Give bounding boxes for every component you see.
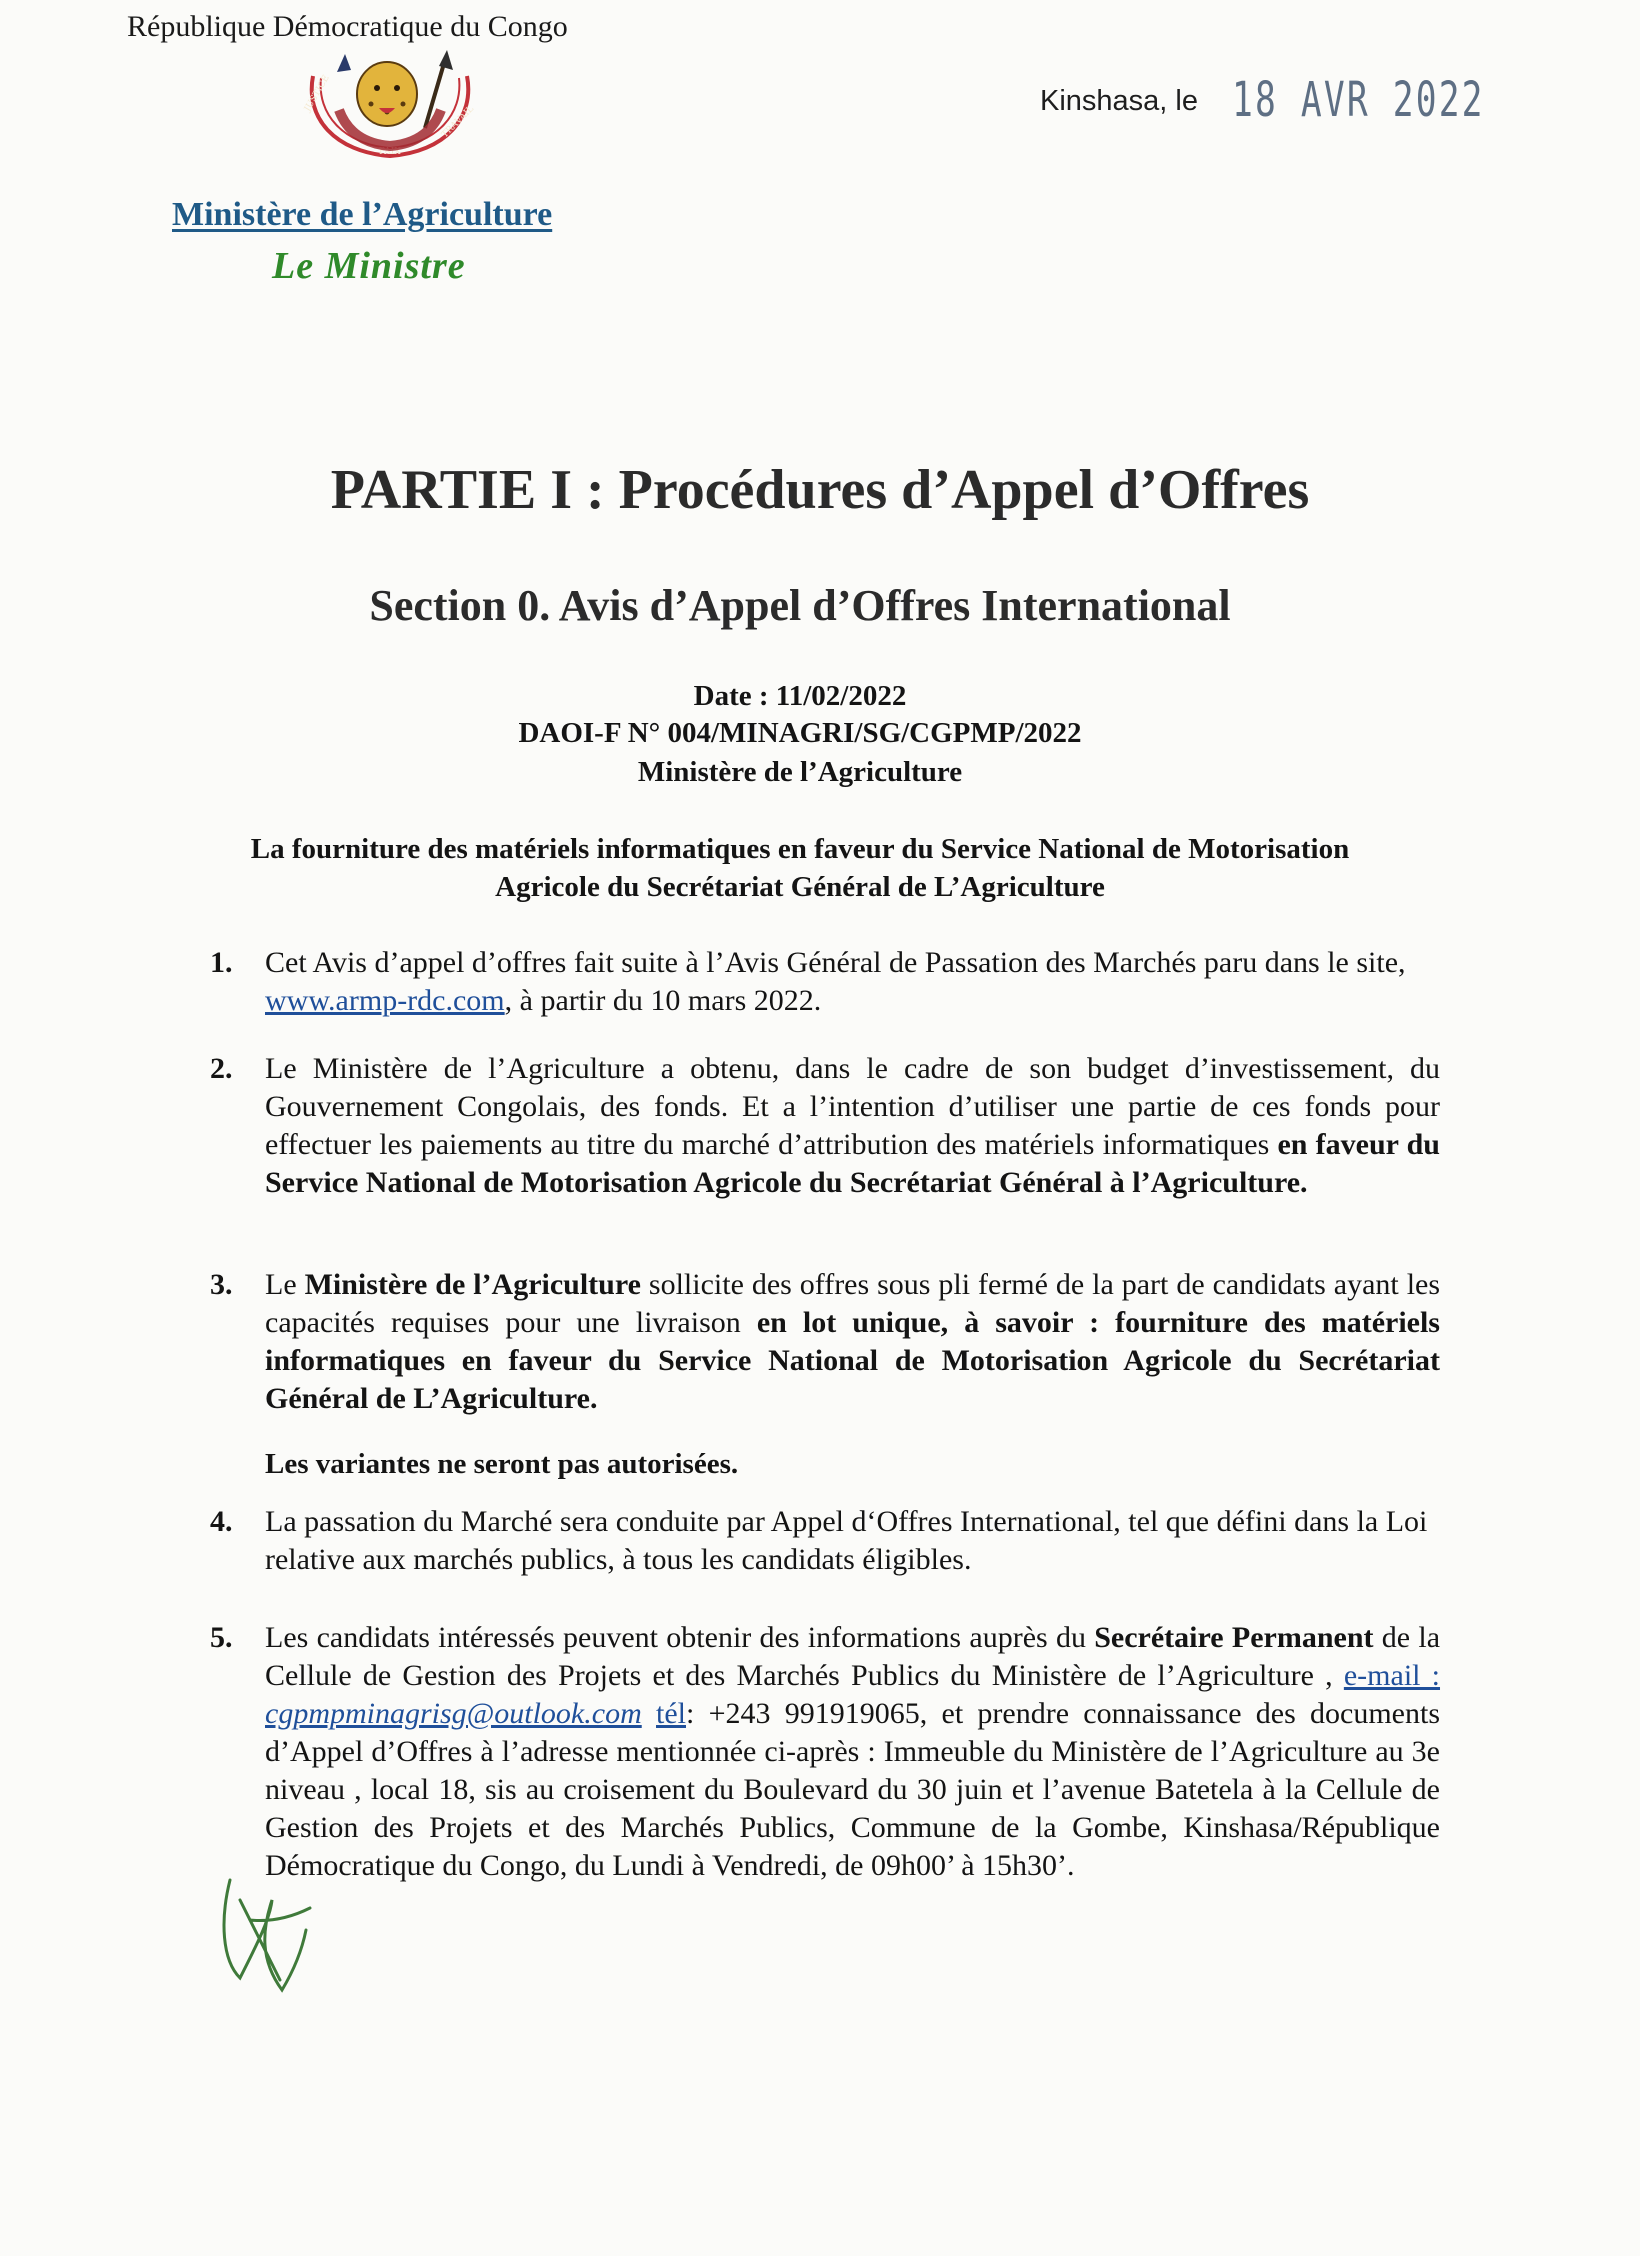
- issuer-ministry: Ministère de l’Agriculture: [637, 756, 963, 788]
- item-text: Le Ministère de l’Agriculture sollicite des offres sous pli fermé de la part de candidats ayant les capacités requises pour une livraison en lot unique, à savoir : fourniture des matériels informatiques en faveur du Service National de Motorisation Agricole du Secrétariat Général de L’Agriculture.: [265, 1268, 1441, 1415]
- minister-title: Le Ministre: [272, 245, 466, 287]
- item-text: La passation du Marché sera conduite par Appel d‘Offres International, tel que défini dans la Loi relative aux marchés publics, à tous les candidats éligibles.: [265, 1505, 1428, 1576]
- item-number: 2.: [210, 1052, 233, 1085]
- list-item: [210, 944, 1440, 1020]
- variants-note: Les variantes ne seront pas autorisées.: [265, 1448, 739, 1480]
- tender-reference: DAOI-F N° 004/MINAGRI/SG/CGPMP/2022: [518, 717, 1082, 749]
- dateline-prefix: Kinshasa, le: [1040, 85, 1198, 117]
- republic-name: République Démocratique du Congo: [127, 10, 568, 43]
- list-item: [210, 1266, 1440, 1418]
- handwritten-signature: [210, 1860, 320, 2010]
- item-number: 3.: [210, 1268, 233, 1301]
- section-title: Section 0. Avis d’Appel d’Offres International: [369, 581, 1231, 630]
- document-title: PARTIE I : Procédures d’Appel d’Offres: [330, 459, 1310, 521]
- item-number: 4.: [210, 1505, 233, 1538]
- list-item: [210, 1619, 1440, 1885]
- armp-website-link[interactable]: www.armp-rdc.com: [265, 984, 505, 1017]
- svg-text:PAIX: PAIX: [379, 147, 401, 157]
- email-label: e-mail :: [1343, 1659, 1441, 1692]
- contact-email-link[interactable]: cgpmpminagrisg@outlook.com: [265, 1697, 642, 1730]
- item-number: 1.: [210, 946, 233, 979]
- list-item: [210, 1050, 1440, 1202]
- svg-text:TRAVAIL: TRAVAIL: [440, 104, 476, 141]
- svg-text:JUSTICE: JUSTICE: [302, 73, 332, 114]
- date-stamp: 18 AVR 2022: [1232, 72, 1485, 128]
- item-text: Le Ministère de l’Agriculture a obtenu, dans le cadre de son budget d’investissement, du Gouvernement Congolais, des fonds. Et a l’intention d’utiliser une partie de ces fonds pour effectuer les paiements au titre du marché d’attribution des matériels informatiques en faveur du Service National de Motorisation Agricole du Secrétariat Général à l’Agriculture.: [265, 1052, 1440, 1199]
- notice-date: Date : 11/02/2022: [693, 680, 907, 712]
- item-number: 5.: [210, 1621, 233, 1654]
- list-item: [210, 1503, 1440, 1579]
- item-text: Les candidats intéressés peuvent obtenir des informations auprès du Secrétaire Permanent de la Cellule de Gestion des Projets et des Marchés Publics du Ministère de l’Agriculture , e-mail : cgpmpminagrisg@outlook.com tél: +243 991919065, et prendre connaissance des documents d’Appel d’Offres à l’adresse mentionnée ci-après : Immeuble du Ministère de l’Agriculture au 3e niveau , local 18, sis au croisement du Boulevard du 30 juin et l’avenue Batetela à la Cellule de Gestion des Projets et des Marchés Publics, Commune de la Gombe, Kinshasa/République Démocratique du Congo, du Lundi à Vendredi, de 09h00’ à 15h30’.: [265, 1621, 1441, 1882]
- coat-of-arms-emblem: [295, 48, 485, 166]
- ministry-name: Ministère de l’Agriculture: [172, 196, 553, 233]
- tender-subject: La fourniture des matériels informatiques en faveur du Service National de Motorisation Agricole du Secrétariat Général de L’Agriculture: [250, 833, 1350, 903]
- tel-label: tél: [656, 1697, 686, 1730]
- item-text: Cet Avis d’appel d’offres fait suite à l’Avis Général de Passation des Marchés paru dans le site, www.armp-rdc.com, à partir du 10 mars 2022.: [265, 946, 1406, 1017]
